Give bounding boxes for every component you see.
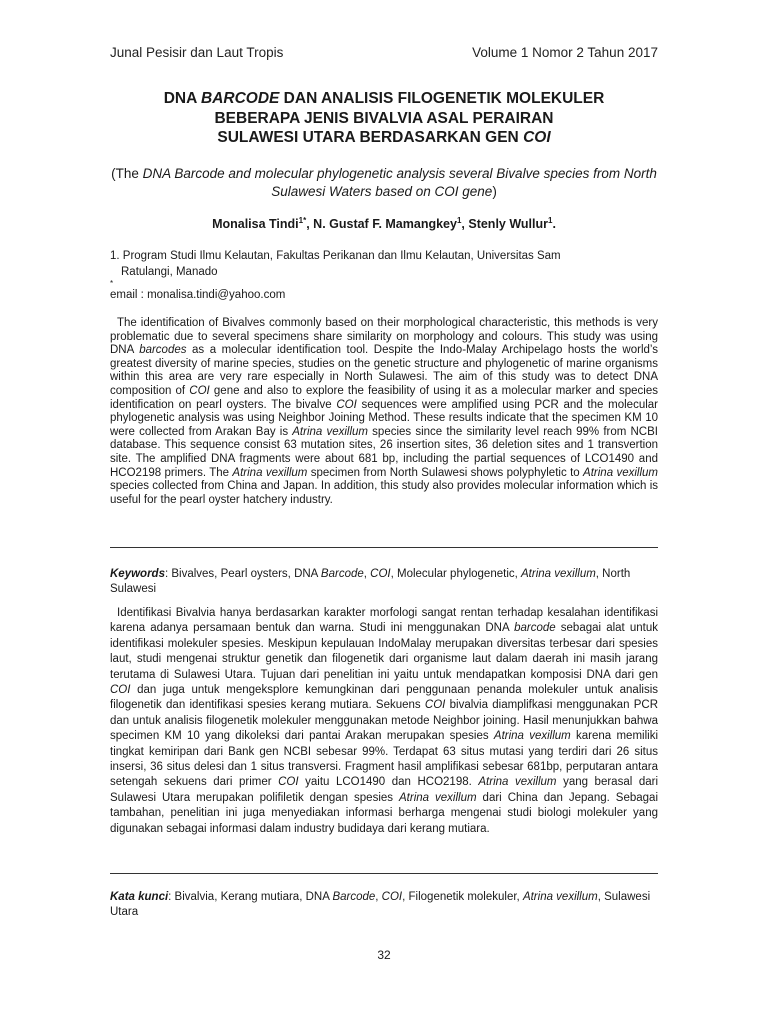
divider-abstrak <box>110 873 658 874</box>
journal-name: Junal Pesisir dan Laut Tropis <box>110 45 284 60</box>
abstract-english: The identification of Bivalves commonly based on their morphological characteristic, this methods is very problematic due to several specimens share similarity on morphology and colours. This study was using DNA barcodes as a molecular identification tool. Despite the Indo-Malay Archipelago hosts the world’s greatest diversity of marine species, studies on the genetic structure and phylogenetic of marine organisms within this area are very rare especially in North Sulawesi. The aim of this study was to detect DNA composition of COI gene and also to explore the feasibility of using it as a molecular marker and species identification on pearl oysters. The bivalve COI sequences were amplified using PCR and the molecular phylogenetic analysis was using Neighbor Joining Method. These results indicate that the specimen KM 10 were collected from Arakan Bay is Atrina vexillum species since the similarity level reach 99% from NCBI database. This sequence consist 63 mutation sites, 26 insertion sites, 36 deletion sites and 1 transvertion site. The amplified DNA fragments were about 681 bp, including the partial sequences of LCO1490 and HCO2198 primers. The Atrina vexillum specimen from North Sulawesi shows polyphyletic to Atrina vexillum species collected from China and Japan. In addition, this study also provides molecular information which is useful for the pearl oyster hatchery industry. <box>110 317 659 506</box>
affiliation-line-2: Ratulangi, Manado <box>121 265 218 278</box>
keywords-english: Keywords: Bivalves, Pearl oysters, DNA Barcode, COI, Molecular phylogenetic, Atrina vexillum, North Sulawesi <box>110 568 631 595</box>
corresponding-mark: * <box>110 279 114 288</box>
paper-title <box>90 89 678 148</box>
author-list: Monalisa Tindi$^{1*}$, N. Gustaf F. Mamangkey$^1$, Stenly Wullur$^1$. <box>212 216 556 232</box>
keywords-indonesian: Kata kunci: Bivalvia, Kerang mutiara, DNA Barcode, COI, Filogenetik molekuler, Atrina vexillum, Sulawesi Utara <box>110 891 651 918</box>
abstract-indonesian: Identifikasi Bivalvia hanya berdasarkan karakter morfologi sangat rentan terhadap kesalahan identifikasi karena adanya persamaan bentuk dan warna. Studi ini menggunakan DNA barcode sebagai alat untuk identifikasi molekuler spesies. Meskipun kepulauan IndoMalay merupakan diversitas terbesar dari spesies laut, studi mengenai struktur genetik dan filogenetik dari organisme laut dalam daerah ini masih jarang terutama di Sulawesi Utara. Tujuan dari penelitian ini yaitu untuk mendapatkan komposisi DNA dari gen COI dan juga untuk mengeksplore kemungkinan dari penggunaan penanda molekuler untuk analisis filogenetik dan identifikasi spesies kerang mutiara. Sekuens COI bivalvia diamplifkasi menggunakan PCR dan untuk analisis filogenetik molekuler menggunakan metode Neighbor joining. Hasil menunjukkan bahwa specimen KM 10 yang dikoleksi dari pantai Arakan merupakan spesies Atrina vexillum karena memiliki tingkat kemiripan dari Bank gen NCBI sebesar 99%. Terdapat 63 situs mutasi yang terdiri dari 26 situs insersi, 36 situs delesi dan 1 situs transversi. Fragment hasil amplifikasi sebesar 681bp, perputaran antara setengah sekuens dari primer COI yaitu LCO1490 dan HCO2198. Atrina vexillum yang berasal dari Sulawesi Utara merupakan polifiletik dengan spesies Atrina vexillum dari China dan Jepang. Sebagai tambahan, penelitian ini juga menyediakan informasi berharga mengenai studi biologi molekuler yang digunakan sebagai informasi dalam industry budidaya dari kerang mutiara. <box>110 607 659 835</box>
affiliation <box>110 249 658 304</box>
volume-info: Volume 1 Nomor 2 Tahun 2017 <box>472 45 658 60</box>
affiliation-line-1: 1. Program Studi Ilmu Kelautan, Fakultas Perikanan dan Ilmu Kelautan, Universitas Sam <box>110 250 561 262</box>
page-number: 32 <box>377 948 391 962</box>
author-email: email : monalisa.tindi@yahoo.com <box>110 289 286 301</box>
title-line-1: DNA BARCODE DAN ANALISIS FILOGENETIK MOLEKULER <box>163 90 605 107</box>
divider-abstract <box>110 547 658 548</box>
title-line-3: SULAWESI UTARA BERDASARKAN GEN COI <box>217 129 551 146</box>
title-line-2: BEBERAPA JENIS BIVALVIA ASAL PERAIRAN <box>214 109 554 127</box>
running-header <box>110 45 658 60</box>
english-title: (The DNA Barcode and molecular phylogenetic analysis several Bivalve species from North Sulawesi Waters based on COI gene) <box>111 166 657 199</box>
